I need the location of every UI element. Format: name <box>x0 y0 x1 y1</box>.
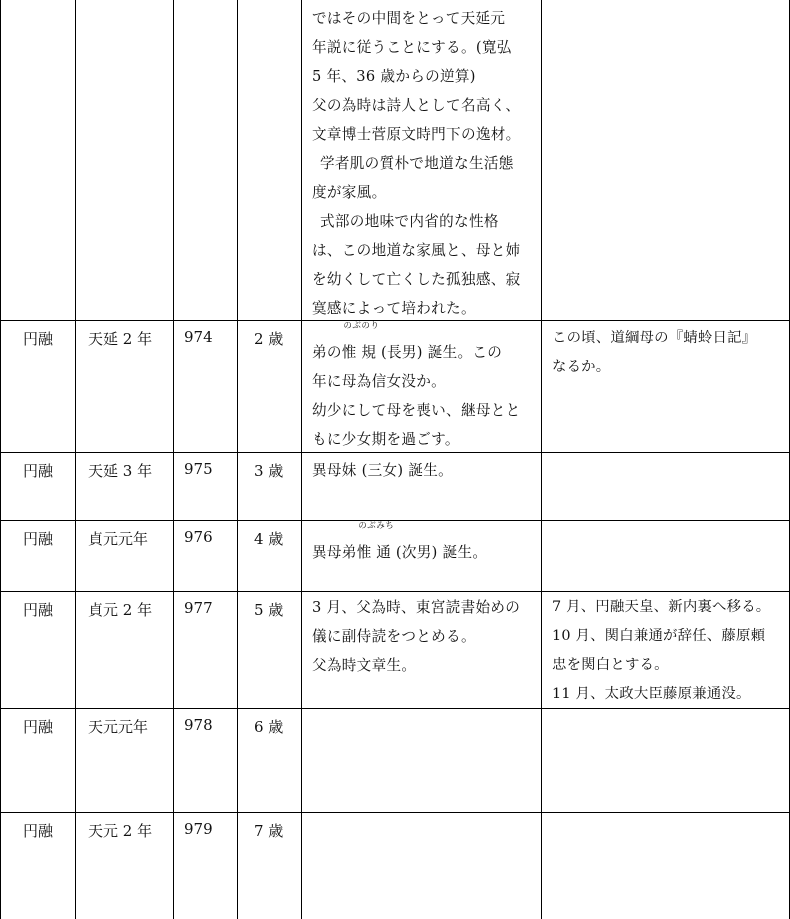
cell-age: 4 歳 <box>238 520 302 591</box>
event-line: もに少女期を過ごす。 <box>312 431 460 448</box>
event-line: 学者肌の質朴で地道な生活態 <box>320 155 514 172</box>
cell-age: 3 歳 <box>238 452 302 520</box>
ruby-name: 惟通 のぶみち <box>356 521 396 561</box>
cell-history <box>542 452 790 520</box>
table-row <box>0 812 790 919</box>
event-line: 年に母為信女没か。 <box>312 373 447 390</box>
cell-events <box>302 812 542 919</box>
cell-era: 円融 <box>0 591 76 708</box>
cell-year: 天元 2 年 <box>76 812 174 919</box>
ruby-name: 惟規 のぶのり <box>341 321 381 361</box>
table-row <box>0 452 790 520</box>
history-line: 忠を関白とする。 <box>552 657 669 673</box>
cell-era: 円融 <box>0 520 76 591</box>
table-row <box>0 0 790 320</box>
history-line: 7 月、円融天皇、新内裏へ移る。 <box>552 599 771 615</box>
cell-history <box>542 320 790 452</box>
event-line: 幼少にして母を喪い、継母とと <box>312 402 521 419</box>
cell-age: 5 歳 <box>238 591 302 708</box>
cell-history <box>542 0 790 320</box>
event-line: 文章博士菅原文時門下の逸材。 <box>312 126 521 143</box>
table-row <box>0 320 790 452</box>
table-row <box>0 591 790 708</box>
cell-events <box>302 320 542 452</box>
cell-ad: 979 <box>174 812 238 919</box>
cell-era <box>0 0 76 320</box>
cell-ad <box>174 0 238 320</box>
history-line: 10 月、関白兼通が辞任、藤原頼 <box>552 628 766 644</box>
history-line: なるか。 <box>552 359 611 375</box>
history-line: この頃、道綱母の『蜻蛉日記』 <box>552 330 757 346</box>
event-line: 式部の地味で内省的な性格 <box>320 213 499 230</box>
event-line: 異母妹 (三女) 誕生。 <box>312 462 454 479</box>
table-row <box>0 708 790 812</box>
cell-history <box>542 591 790 708</box>
cell-year <box>76 0 174 320</box>
cell-year: 貞元 2 年 <box>76 591 174 708</box>
event-line: 父の為時は詩人として名高く、 <box>312 97 521 114</box>
event-line: 儀に副侍読をつとめる。 <box>312 628 476 645</box>
cell-events <box>302 708 542 812</box>
cell-events <box>302 0 542 320</box>
cell-history <box>542 708 790 812</box>
cell-ad: 977 <box>174 591 238 708</box>
event-line: は、この地道な家風と、母と姉 <box>312 242 521 259</box>
cell-era: 円融 <box>0 452 76 520</box>
cell-history <box>542 520 790 591</box>
ruby-reading: のぶのり <box>343 321 380 331</box>
ruby-reading: のぶみち <box>358 521 395 531</box>
event-line: 年説に従うことにする。(寛弘 <box>312 39 512 56</box>
cell-year: 天延 2 年 <box>76 320 174 452</box>
event-line: 5 年、36 歳からの逆算) <box>312 68 476 85</box>
cell-age <box>238 0 302 320</box>
cell-age: 7 歳 <box>238 812 302 919</box>
cell-year: 天延 3 年 <box>76 452 174 520</box>
cell-ad: 978 <box>174 708 238 812</box>
cell-ad: 976 <box>174 520 238 591</box>
cell-era: 円融 <box>0 812 76 919</box>
event-line: 父為時文章生。 <box>312 657 417 674</box>
event-line: を幼くして亡くした孤独感、寂 <box>312 271 521 288</box>
cell-age: 6 歳 <box>238 708 302 812</box>
cell-ad: 975 <box>174 452 238 520</box>
event-line: ではその中間をとって天延元 <box>312 10 506 27</box>
cell-events <box>302 591 542 708</box>
event-line: 3 月、父為時、東宮読書始めの <box>312 599 521 616</box>
table-row <box>0 520 790 591</box>
event-line: 寞感によって培われた。 <box>312 300 476 317</box>
event-line: 異母弟惟通 のぶみち (次男) 誕生。 <box>312 538 535 567</box>
cell-age: 2 歳 <box>238 320 302 452</box>
cell-era: 円融 <box>0 708 76 812</box>
event-line: 弟の惟規 のぶのり (長男) 誕生。この <box>312 338 535 367</box>
history-line: 11 月、太政大臣藤原兼通没。 <box>552 686 751 702</box>
cell-year: 貞元元年 <box>76 520 174 591</box>
event-line: 度が家風。 <box>312 184 387 201</box>
cell-history <box>542 812 790 919</box>
cell-events <box>302 520 542 591</box>
cell-events <box>302 452 542 520</box>
cell-era: 円融 <box>0 320 76 452</box>
cell-ad: 974 <box>174 320 238 452</box>
cell-year: 天元元年 <box>76 708 174 812</box>
